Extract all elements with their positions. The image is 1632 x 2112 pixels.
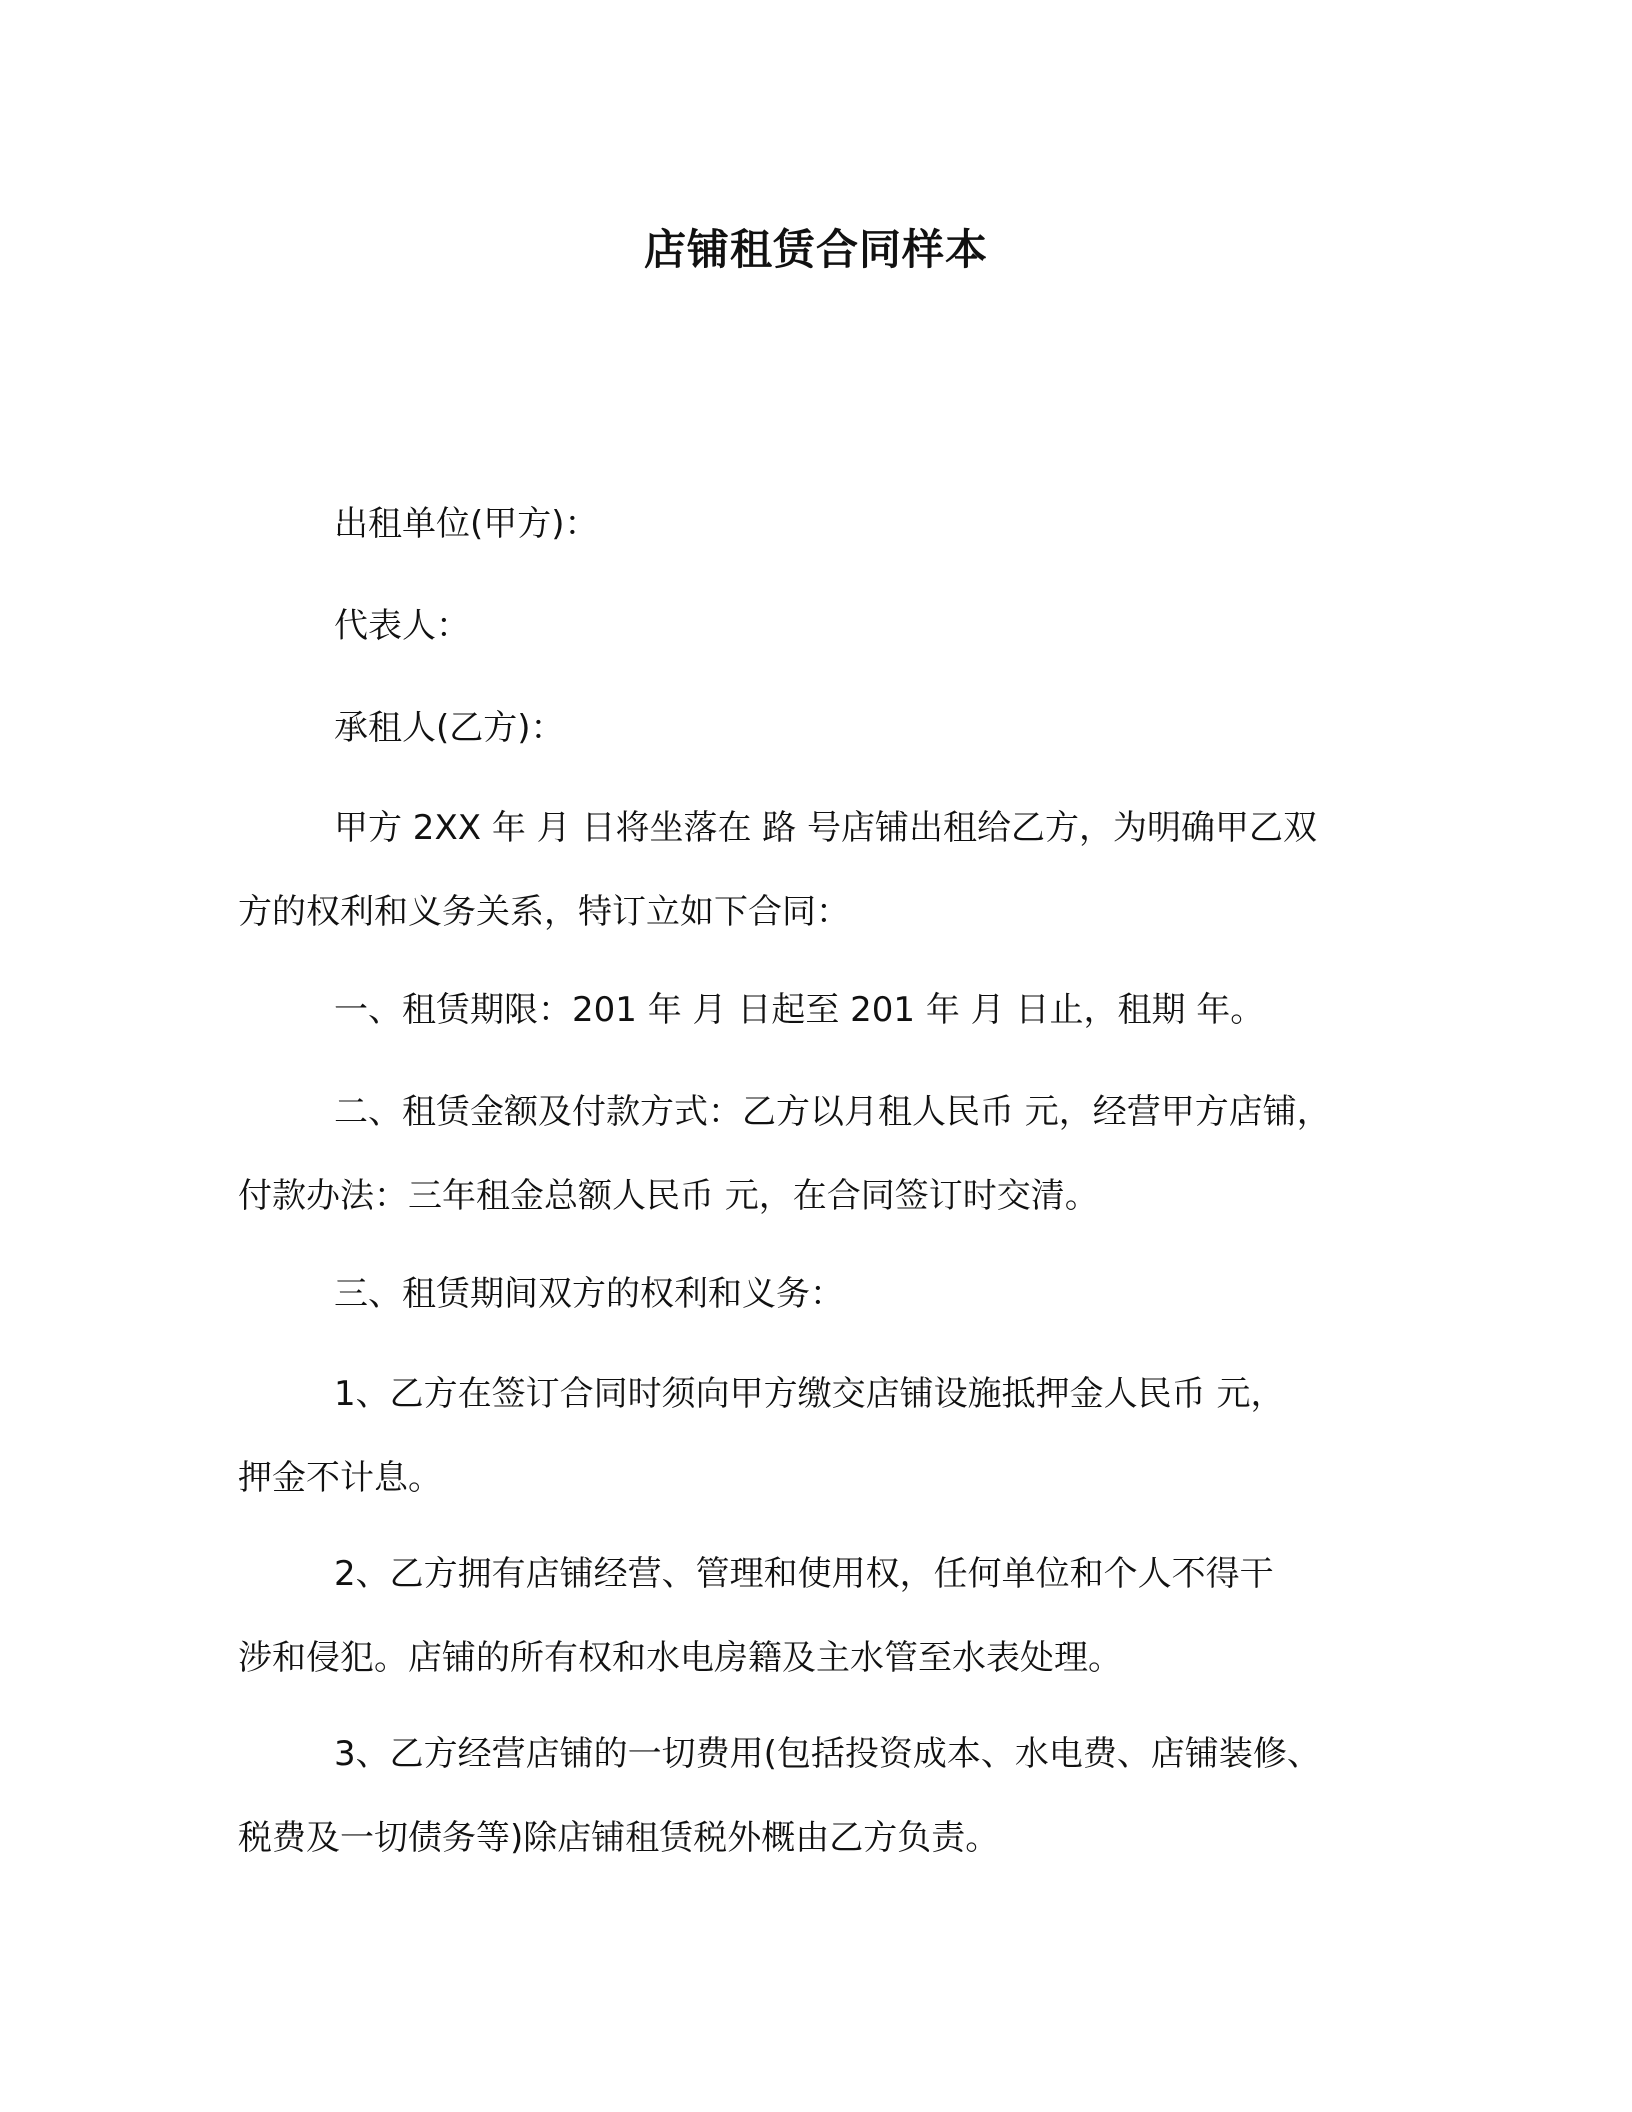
clause-2-paragraph xyxy=(238,1070,1408,1238)
item-1-line-1: 1、乙方在签订合同时须向甲方缴交店铺设施抵押金人民币 元， xyxy=(334,1374,1285,1414)
lessee-label-paragraph xyxy=(238,686,1408,770)
item-2-line-1: 2、乙方拥有店铺经营、管理和使用权，任何单位和个人不得干 xyxy=(334,1554,1274,1594)
item-3-line-2: 税费及一切债务等)除店铺租赁税外概由乙方负责。 xyxy=(238,1818,1000,1858)
intro-line-1: 甲方 2XX 年 月 日将坐落在 路 号店铺出租给乙方，为明确甲乙双 xyxy=(334,808,1318,848)
lessor-label-paragraph xyxy=(238,482,1408,566)
item-2-paragraph xyxy=(238,1532,1408,1700)
item-3-paragraph xyxy=(238,1712,1408,1880)
representative-label: 代表人： xyxy=(334,606,470,646)
clause-2-line-1: 二、租赁金额及付款方式：乙方以月租人民币 元，经营甲方店铺， xyxy=(334,1092,1331,1132)
clause-1: 一、租赁期限：201 年 月 日起至 201 年 月 日止，租期 年。 xyxy=(334,990,1265,1030)
document-title: 店铺租赁合同样本 xyxy=(643,225,988,274)
intro-paragraph xyxy=(238,786,1408,954)
intro-line-2: 方的权利和义务关系，特订立如下合同： xyxy=(238,892,850,932)
clause-3-paragraph xyxy=(238,1252,1408,1336)
clause-1-paragraph xyxy=(238,968,1408,1052)
item-2-line-2: 涉和侵犯。店铺的所有权和水电房籍及主水管至水表处理。 xyxy=(238,1638,1122,1678)
item-1-paragraph xyxy=(238,1352,1408,1520)
lessor-label: 出租单位(甲方)： xyxy=(334,504,599,544)
lessee-label: 承租人(乙方)： xyxy=(334,708,565,748)
item-3-line-1: 3、乙方经营店铺的一切费用(包括投资成本、水电费、店铺装修、 xyxy=(334,1734,1321,1774)
item-1-line-2: 押金不计息。 xyxy=(238,1458,442,1498)
clause-2-line-2: 付款办法：三年租金总额人民币 元，在合同签订时交清。 xyxy=(238,1176,1099,1216)
representative-label-paragraph xyxy=(238,584,1408,668)
clause-3: 三、租赁期间双方的权利和义务： xyxy=(334,1274,844,1314)
